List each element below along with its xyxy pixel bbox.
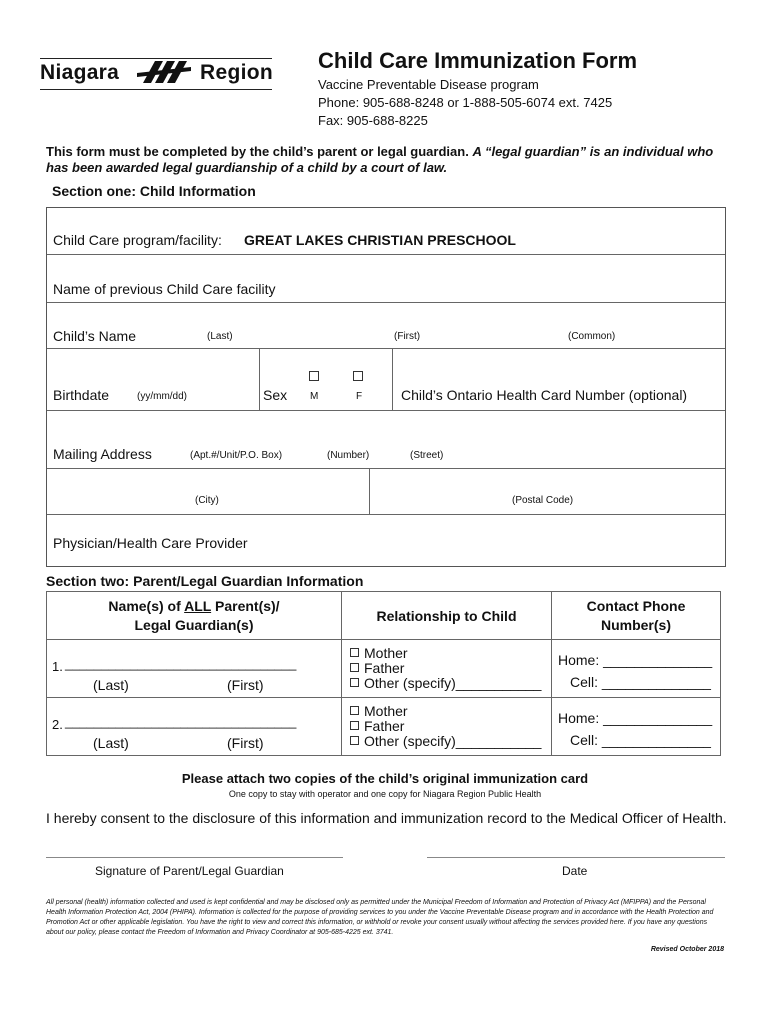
previous-facility-label: Name of previous Child Care facility bbox=[53, 281, 276, 297]
health-card-label: Child’s Ontario Health Card Number (optional) bbox=[401, 387, 688, 403]
mother-option[interactable]: Mother bbox=[350, 646, 543, 661]
last-hint: (Last) bbox=[93, 677, 129, 693]
sex-f-label: F bbox=[356, 391, 363, 402]
checkbox-icon bbox=[350, 678, 359, 687]
niagara-region-logo bbox=[40, 52, 272, 92]
logo-mark-icon bbox=[135, 55, 195, 87]
col-names-header: Name(s) of ALL Parent(s)/ Legal Guardian(s) bbox=[47, 592, 342, 640]
col-relationship-header: Relationship to Child bbox=[342, 592, 552, 640]
guardian-name-line[interactable]: ________________________________ bbox=[65, 656, 297, 671]
sex-label: Sex bbox=[263, 387, 288, 403]
guardian-row-2 bbox=[47, 698, 721, 756]
checkbox-icon bbox=[350, 648, 359, 657]
row-number: 2. bbox=[52, 717, 63, 732]
signature-line[interactable] bbox=[46, 857, 343, 858]
checkbox-icon bbox=[350, 736, 359, 745]
program-facility-value[interactable]: GREAT LAKES CHRISTIAN PRESCHOOL bbox=[244, 232, 516, 248]
last-hint: (Last) bbox=[93, 735, 129, 751]
signature-label: Signature of Parent/Legal Guardian bbox=[95, 864, 284, 878]
checkbox-icon bbox=[350, 706, 359, 715]
attach-subtext: One copy to stay with operator and one copy for Niagara Region Public Health bbox=[228, 789, 542, 799]
child-common-hint: (Common) bbox=[568, 331, 616, 342]
program-facility-label: Child Care program/facility: bbox=[53, 232, 222, 248]
checkbox-icon bbox=[350, 663, 359, 672]
child-name-label: Child’s Name bbox=[53, 328, 136, 344]
home-phone[interactable]: Home: ______________ bbox=[558, 652, 713, 668]
first-hint: (First) bbox=[227, 735, 264, 751]
date-label: Date bbox=[562, 864, 588, 878]
physician-label: Physician/Health Care Provider bbox=[53, 535, 248, 551]
sex-m-label: M bbox=[310, 391, 319, 402]
number-hint: (Number) bbox=[327, 450, 370, 461]
guardian-table bbox=[46, 591, 721, 756]
other-option[interactable]: Other (specify)___________ bbox=[350, 734, 543, 749]
row-number: 1. bbox=[52, 659, 63, 674]
consent-statement: I hereby consent to the disclosure of this information and immunization record to the Medical Officer of Health. bbox=[46, 810, 727, 826]
street-hint: (Street) bbox=[410, 450, 444, 461]
checkbox-icon bbox=[350, 721, 359, 730]
attach-instruction: Please attach two copies of the child’s original immunization card bbox=[181, 771, 589, 786]
date-line[interactable] bbox=[427, 857, 725, 858]
mailing-address-label: Mailing Address bbox=[53, 446, 152, 462]
father-option[interactable]: Father bbox=[350, 719, 543, 734]
apt-hint: (Apt.#/Unit/P.O. Box) bbox=[190, 450, 283, 461]
revision-date: Revised October 2018 bbox=[650, 946, 724, 953]
intro-plain: This form must be completed by the child’s parent or legal guardian. bbox=[46, 144, 473, 159]
birthdate-format: (yy/mm/dd) bbox=[137, 391, 187, 402]
logo-text-region: Region bbox=[200, 61, 273, 84]
cell-phone[interactable]: Cell: ______________ bbox=[570, 674, 711, 690]
form-title: Child Care Immunization Form bbox=[318, 48, 638, 73]
intro-italic: A “legal guardian” is an individual who has been awarded legal guardianship of a child by a court of law. bbox=[46, 144, 714, 175]
intro-text bbox=[46, 144, 736, 176]
privacy-notice: All personal (health) information collected and used is kept confidential and may be disclosed only as permitted under the Municipal Freedom of Information and Protection of Privacy Act (MFIPPA) and the Personal Health Information Protection Act, 2004 (PHIPA). Information is collected for the purpose of providing services to you under the Vaccine Preventable Disease program and in accordance with the Health Protection and Promotion Act or other applicable legislation. You have the right to view and correct this information, or withhold or revoke your consent usually without affecting the services provided here. If you have any questions about our policy, please contact the Freedom of Information and Privacy Coordinator at 905-685-4225 ext. 3741. bbox=[46, 899, 714, 936]
cell-phone[interactable]: Cell: ______________ bbox=[570, 732, 711, 748]
father-option[interactable]: Father bbox=[350, 661, 543, 676]
section-two-heading: Section two: Parent/Legal Guardian Information bbox=[46, 573, 364, 589]
col-phone-header: Contact Phone Number(s) bbox=[552, 592, 721, 640]
mother-option[interactable]: Mother bbox=[350, 704, 543, 719]
child-last-hint: (Last) bbox=[207, 331, 233, 342]
first-hint: (First) bbox=[227, 677, 264, 693]
program-name: Vaccine Preventable Disease program bbox=[318, 77, 539, 92]
section-one-box bbox=[46, 207, 726, 567]
sex-m-checkbox[interactable] bbox=[309, 371, 319, 381]
home-phone[interactable]: Home: ______________ bbox=[558, 710, 713, 726]
city-hint: (City) bbox=[195, 495, 219, 506]
guardian-name-line[interactable]: ________________________________ bbox=[65, 714, 297, 729]
guardian-row-1 bbox=[47, 640, 721, 698]
fax-info: Fax: 905-688-8225 bbox=[318, 113, 428, 128]
logo-text-niagara: Niagara bbox=[40, 61, 120, 84]
other-option[interactable]: Other (specify)___________ bbox=[350, 676, 543, 691]
child-first-hint: (First) bbox=[394, 331, 421, 342]
section-one-heading: Section one: Child Information bbox=[52, 183, 256, 199]
birthdate-label: Birthdate bbox=[53, 387, 110, 403]
postal-hint: (Postal Code) bbox=[512, 495, 574, 506]
sex-f-checkbox[interactable] bbox=[353, 371, 363, 381]
phone-info: Phone: 905-688-8248 or 1-888-505-6074 ext. 7425 bbox=[318, 95, 613, 110]
